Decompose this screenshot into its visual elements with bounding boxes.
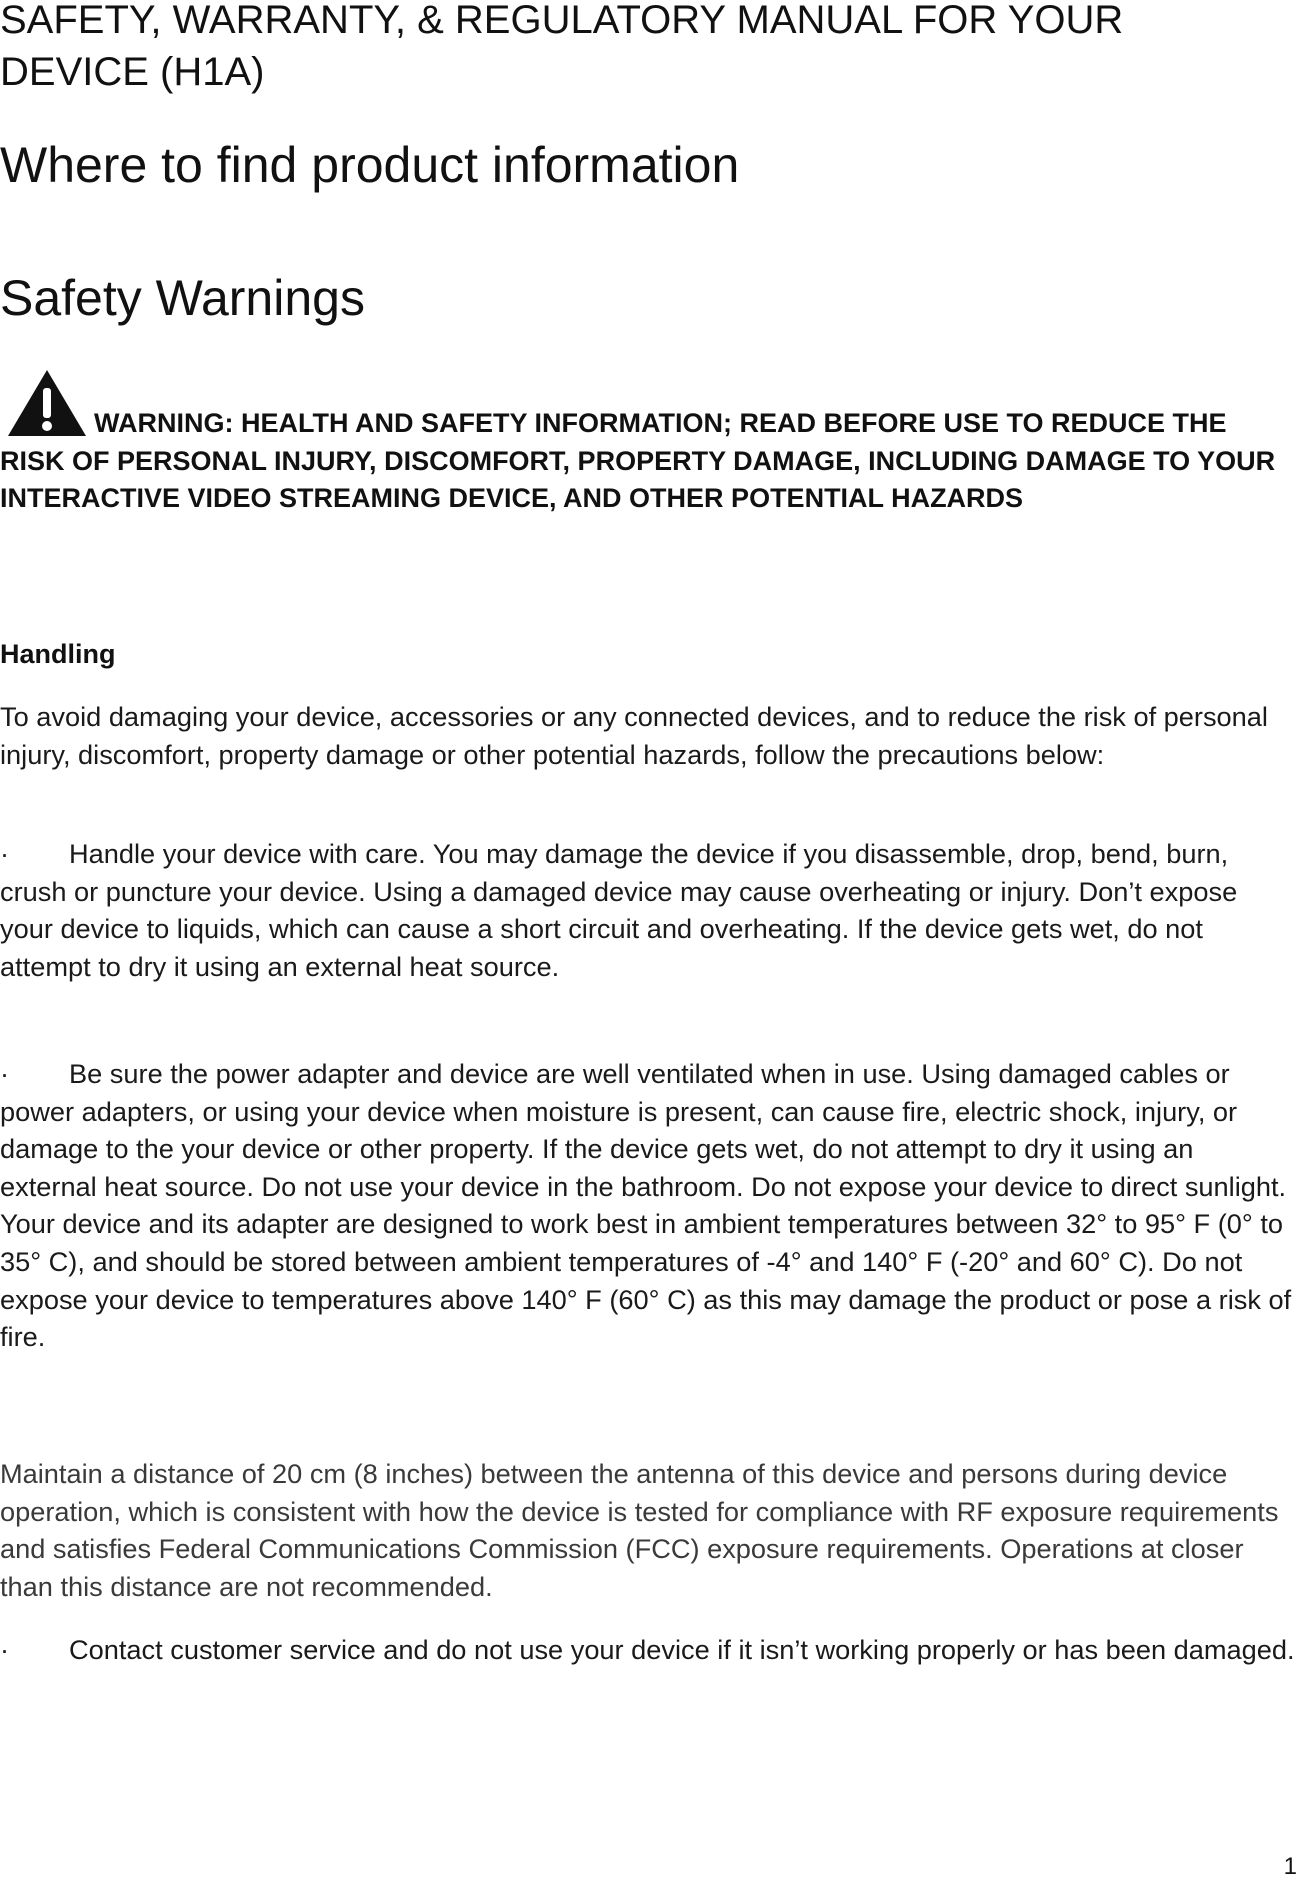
bullet-marker: · [0, 838, 10, 869]
handling-intro: To avoid damaging your device, accessories or any connected devices, and to reduce the risk of personal injury, discomfort, property damage or other potential hazards, follow the precautions below: [0, 701, 1268, 770]
bullet-text-contact-service: Contact customer service and do not use your device if it isn’t working properly or has been damaged. [69, 1634, 1295, 1665]
heading-product-information: Where to find product information [0, 137, 740, 193]
bullet-text-handle-with-care: Handle your device with care. You may damage the device if you disassemble, drop, bend, burn, crush or puncture your device. Using a damaged device may cause overheating or injury. Don’t expose your device to liquids, which can cause a short circuit and overheating. If the device gets wet, do not attempt to dry it using an external heat source. [0, 838, 1238, 982]
bullet-text-ventilation: Be sure the power adapter and device are well ventilated when in use. Using damaged cables or power adapters, or using your device when moisture is present, can cause fire, electric shock, injury, or damage to the your device or other property. If the device gets wet, do not attempt to dry it using an external heat source. Do not use your device in the bathroom. Do not expose your device to direct sunlight. Your device and its adapter are designed to work best in ambient temperatures between 32° to 95° F (0° to 35° C), and should be stored between ambient temperatures of -4° and 140° F (-20° and 60° C). Do not expose your device to temperatures above 140° F (60° C) as this may damage the product or pose a risk of fire. [0, 1058, 1292, 1353]
list-item [0, 1631, 1297, 1669]
health-safety-warning [0, 368, 1290, 518]
list-item [0, 1055, 1297, 1356]
warning-text: WARNING: HEALTH AND SAFETY INFORMATION; READ BEFORE USE TO REDUCE THE RISK OF PERSONAL INJURY, DISCOMFORT, PROPERTY DAMAGE, INCLUDING DAMAGE TO YOUR INTERACTIVE VIDEO STREAMING DEVICE, AND OTHER POTENTIAL HAZARDS [0, 408, 1276, 513]
rf-exposure-paragraph: Maintain a distance of 20 cm (8 inches) between the antenna of this device and persons during device operation, which is consistent with how the device is tested for compliance with RF exposure requirements and satisfies Federal Communications Commission (FCC) exposure requirements. Operations at closer than this distance are not recommended. [0, 1458, 1279, 1602]
warning-triangle-icon [6, 368, 88, 438]
heading-safety-warnings: Safety Warnings [0, 270, 365, 326]
document-title: SAFETY, WARRANTY, & REGULATORY MANUAL FOR YOUR DEVICE (H1A) [0, 0, 1124, 94]
page-number: 1 [1283, 1853, 1297, 1880]
list-item [0, 835, 1297, 985]
heading-handling: Handling [0, 639, 116, 669]
bullet-marker: · [0, 1058, 10, 1089]
bullet-marker: · [0, 1634, 10, 1665]
